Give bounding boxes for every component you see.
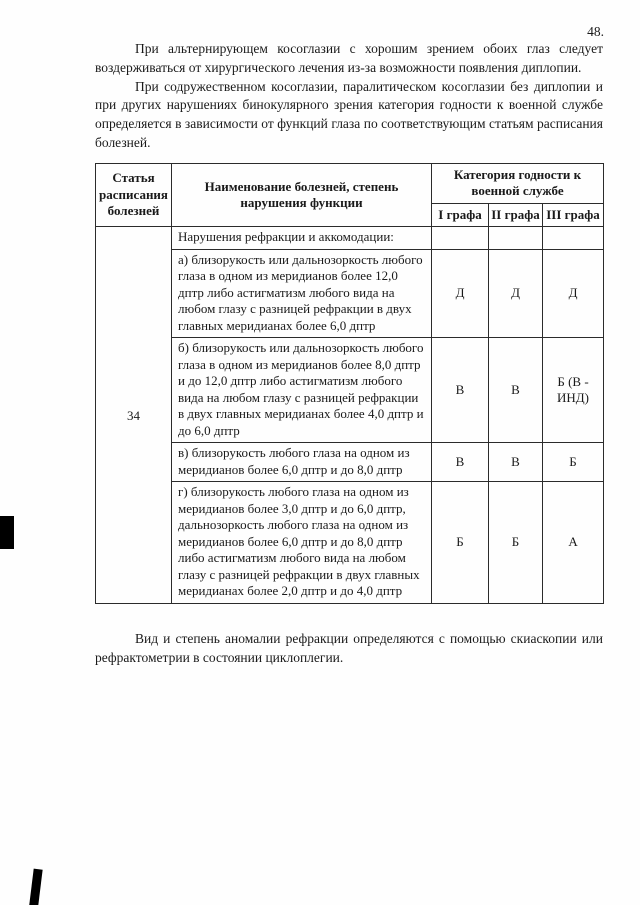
page-content bbox=[95, 40, 603, 667]
page-number: 48. bbox=[587, 24, 604, 39]
disease-cell: г) близорукость любого глаза на одном из меридианов более 3,0 дптр и до 6,0 дптр, дальнозоркость любого глаза на одном из меридианов более 6,0 дптр и до 8,0 дптр либо астигматизм любого вида на любом глазу с разницей рефракции в двух главных меридианах более 2,0 дптр и до 4,0 дптр bbox=[172, 482, 432, 604]
category-cell-g3: Б bbox=[543, 443, 604, 482]
category-cell-g2: Д bbox=[489, 249, 543, 338]
table-row bbox=[96, 482, 604, 604]
disease-cell: а) близорукость или дальнозоркость любого глаза в одном из меридианов более 12,0 дптр либо астигматизм любого вида на любом глазу с разницей рефракции в двух главных меридианах более 6,0 дптр bbox=[172, 249, 432, 338]
fitness-category-table bbox=[95, 163, 604, 604]
category-cell-g1: Д bbox=[432, 249, 489, 338]
category-cell-g3: Д bbox=[543, 249, 604, 338]
table-header bbox=[96, 163, 604, 227]
header-disease-column: Наименование болезней, степень нарушения функции bbox=[172, 163, 432, 227]
disease-cell: в) близорукость любого глаза на одном из меридианов более 6,0 дптр и до 8,0 дптр bbox=[172, 443, 432, 482]
header-graph-1: I графа bbox=[432, 203, 489, 227]
category-cell-g1: В bbox=[432, 443, 489, 482]
scan-artifact-left-edge bbox=[0, 516, 14, 549]
empty-cell bbox=[432, 227, 489, 250]
table-row bbox=[96, 338, 604, 443]
category-cell-g2: Б bbox=[489, 482, 543, 604]
category-cell-g1: В bbox=[432, 338, 489, 443]
table-row bbox=[96, 443, 604, 482]
category-cell-g2: В bbox=[489, 443, 543, 482]
table-row-intro bbox=[96, 227, 604, 250]
paragraph-refraction-determination: Вид и степень аномалии рефракции определяются с помощью скиаскопии или рефрактометрии в состоянии циклоплегии. bbox=[95, 630, 603, 665]
category-cell-g3: Б (В - ИНД) bbox=[543, 338, 604, 443]
paragraph-concomitant-strabismus: При содружественном косоглазии, паралитическом косоглазии без диплопии и при других нарушениях бинокулярного зрения категория годности к военной службе определяется в зависимости от функций глаза по соответствующим статьям расписания болезней. bbox=[95, 78, 603, 150]
empty-cell bbox=[543, 227, 604, 250]
table-row bbox=[96, 249, 604, 338]
category-cell-g1: Б bbox=[432, 482, 489, 604]
category-cell-g2: В bbox=[489, 338, 543, 443]
disease-cell: б) близорукость или дальнозоркость любого глаза в одном из меридианов более 8,0 дптр и до 12,0 дптр либо астигматизм любого вида на любом глазу с разницей рефракции в двух главных меридианах более 4,0 дптр и до 6,0 дптр bbox=[172, 338, 432, 443]
header-graph-3: III графа bbox=[543, 203, 604, 227]
empty-cell bbox=[489, 227, 543, 250]
intro-cell: Нарушения рефракции и аккомодации: bbox=[172, 227, 432, 250]
category-cell-g3: А bbox=[543, 482, 604, 604]
header-article-column: Статья расписания болезней bbox=[96, 163, 172, 227]
article-number-cell: 34 bbox=[96, 227, 172, 604]
paragraph-alternating-strabismus: При альтернирующем косоглазии с хорошим зрением обоих глаз следует воздерживаться от хирургического лечения из-за возможности появления диплопии. bbox=[95, 41, 603, 75]
header-category-column: Категория годности к военной службе bbox=[432, 163, 604, 203]
scan-artifact-bottom-left bbox=[28, 869, 42, 905]
header-graph-2: II графа bbox=[489, 203, 543, 227]
